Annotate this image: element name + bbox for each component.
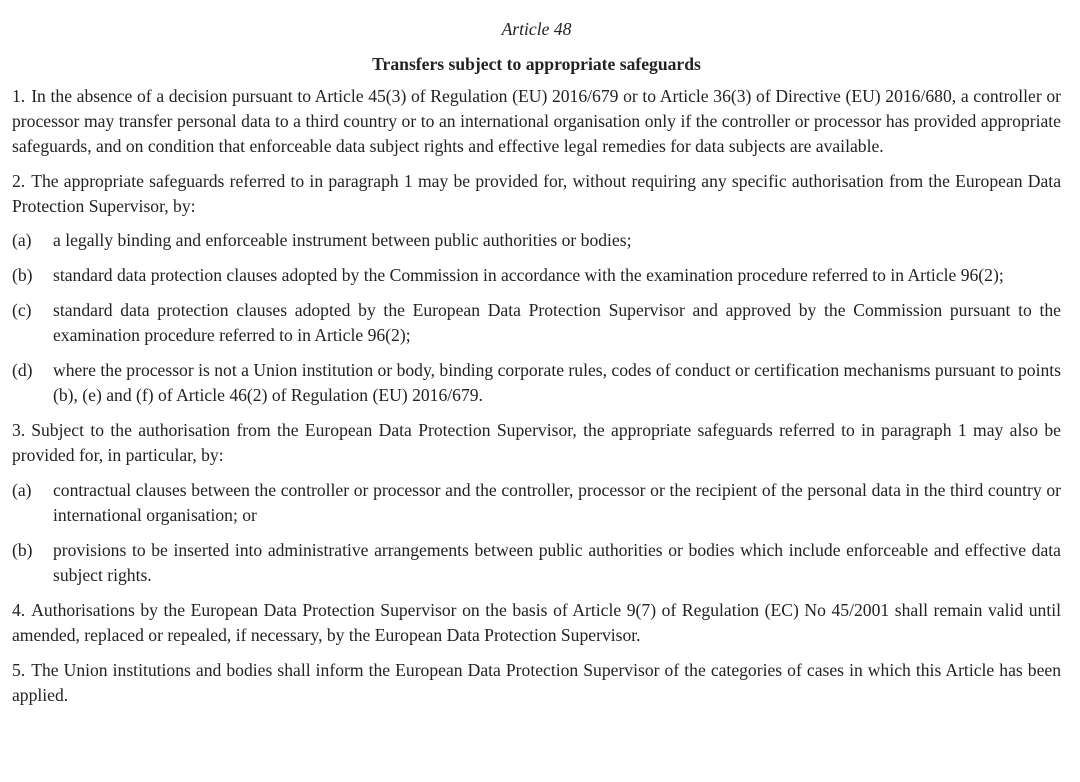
paragraph-number: 4. <box>12 600 26 620</box>
item-text: standard data protection clauses adopted by the Commission in accordance with the examination procedure referred to in Article 96(2); <box>53 265 1004 285</box>
item-label: (b) <box>12 540 33 560</box>
item-text: a legally binding and enforceable instrument between public authorities or bodies; <box>53 230 632 250</box>
item-label: (c) <box>12 300 32 320</box>
paragraph-2 <box>12 169 1061 219</box>
paragraph-number: 1. <box>12 86 26 106</box>
list-item <box>12 228 1061 253</box>
paragraph-text: In the absence of a decision pursuant to Article 45(3) of Regulation (EU) 2016/679 or to Article 36(3) of Directive (EU) 2016/680, a controller or processor may transfer personal data to a third country or to an international organisation only if the controller or processor has provided appropriate safeguards, and on condition that enforceable data subject rights and effective legal remedies for data subjects are available. <box>12 86 1061 156</box>
list-item <box>12 263 1061 288</box>
item-label: (d) <box>12 360 33 380</box>
paragraph-text: Subject to the authorisation from the European Data Protection Supervisor, the appropriate safeguards referred to in paragraph 1 may also be provided for, in particular, by: <box>12 420 1061 465</box>
paragraph-4 <box>12 598 1061 648</box>
item-label: (b) <box>12 265 33 285</box>
paragraph-1 <box>12 84 1061 159</box>
paragraph-3 <box>12 418 1061 468</box>
list-item <box>12 478 1061 528</box>
paragraph-number: 2. <box>12 171 26 191</box>
paragraph-number: 5. <box>12 660 26 680</box>
item-text: standard data protection clauses adopted by the European Data Protection Supervisor and approved by the Commission pursuant to the examination procedure referred to in Article 96(2); <box>53 300 1061 345</box>
item-text: provisions to be inserted into administrative arrangements between public authorities or bodies which include enforceable and effective data subject rights. <box>53 540 1061 585</box>
item-label: (a) <box>12 480 32 500</box>
article-title: Transfers subject to appropriate safeguards <box>372 54 701 74</box>
paragraph-5 <box>12 658 1061 708</box>
list-item <box>12 298 1061 348</box>
paragraph-number: 3. <box>12 420 26 440</box>
item-text: contractual clauses between the controller or processor and the controller, processor or the recipient of the personal data in the third country or international organisation; or <box>53 480 1061 525</box>
item-label: (a) <box>12 230 32 250</box>
article-number: Article 48 <box>501 19 572 39</box>
list-item <box>12 358 1061 408</box>
list-item <box>12 538 1061 588</box>
paragraph-text: The appropriate safeguards referred to in paragraph 1 may be provided for, without requiring any specific authorisation from the European Data Protection Supervisor, by: <box>12 171 1061 216</box>
paragraph-text: The Union institutions and bodies shall inform the European Data Protection Supervisor of the categories of cases in which this Article has been applied. <box>12 660 1061 705</box>
paragraph-text: Authorisations by the European Data Protection Supervisor on the basis of Article 9(7) of Regulation (EC) No 45/2001 shall remain valid until amended, replaced or repealed, if necessary, by the European Data Protection Supervisor. <box>12 600 1061 645</box>
item-text: where the processor is not a Union institution or body, binding corporate rules, codes of conduct or certification mechanisms pursuant to points (b), (e) and (f) of Article 46(2) of Regulation (EU) 2016/679. <box>53 360 1061 405</box>
